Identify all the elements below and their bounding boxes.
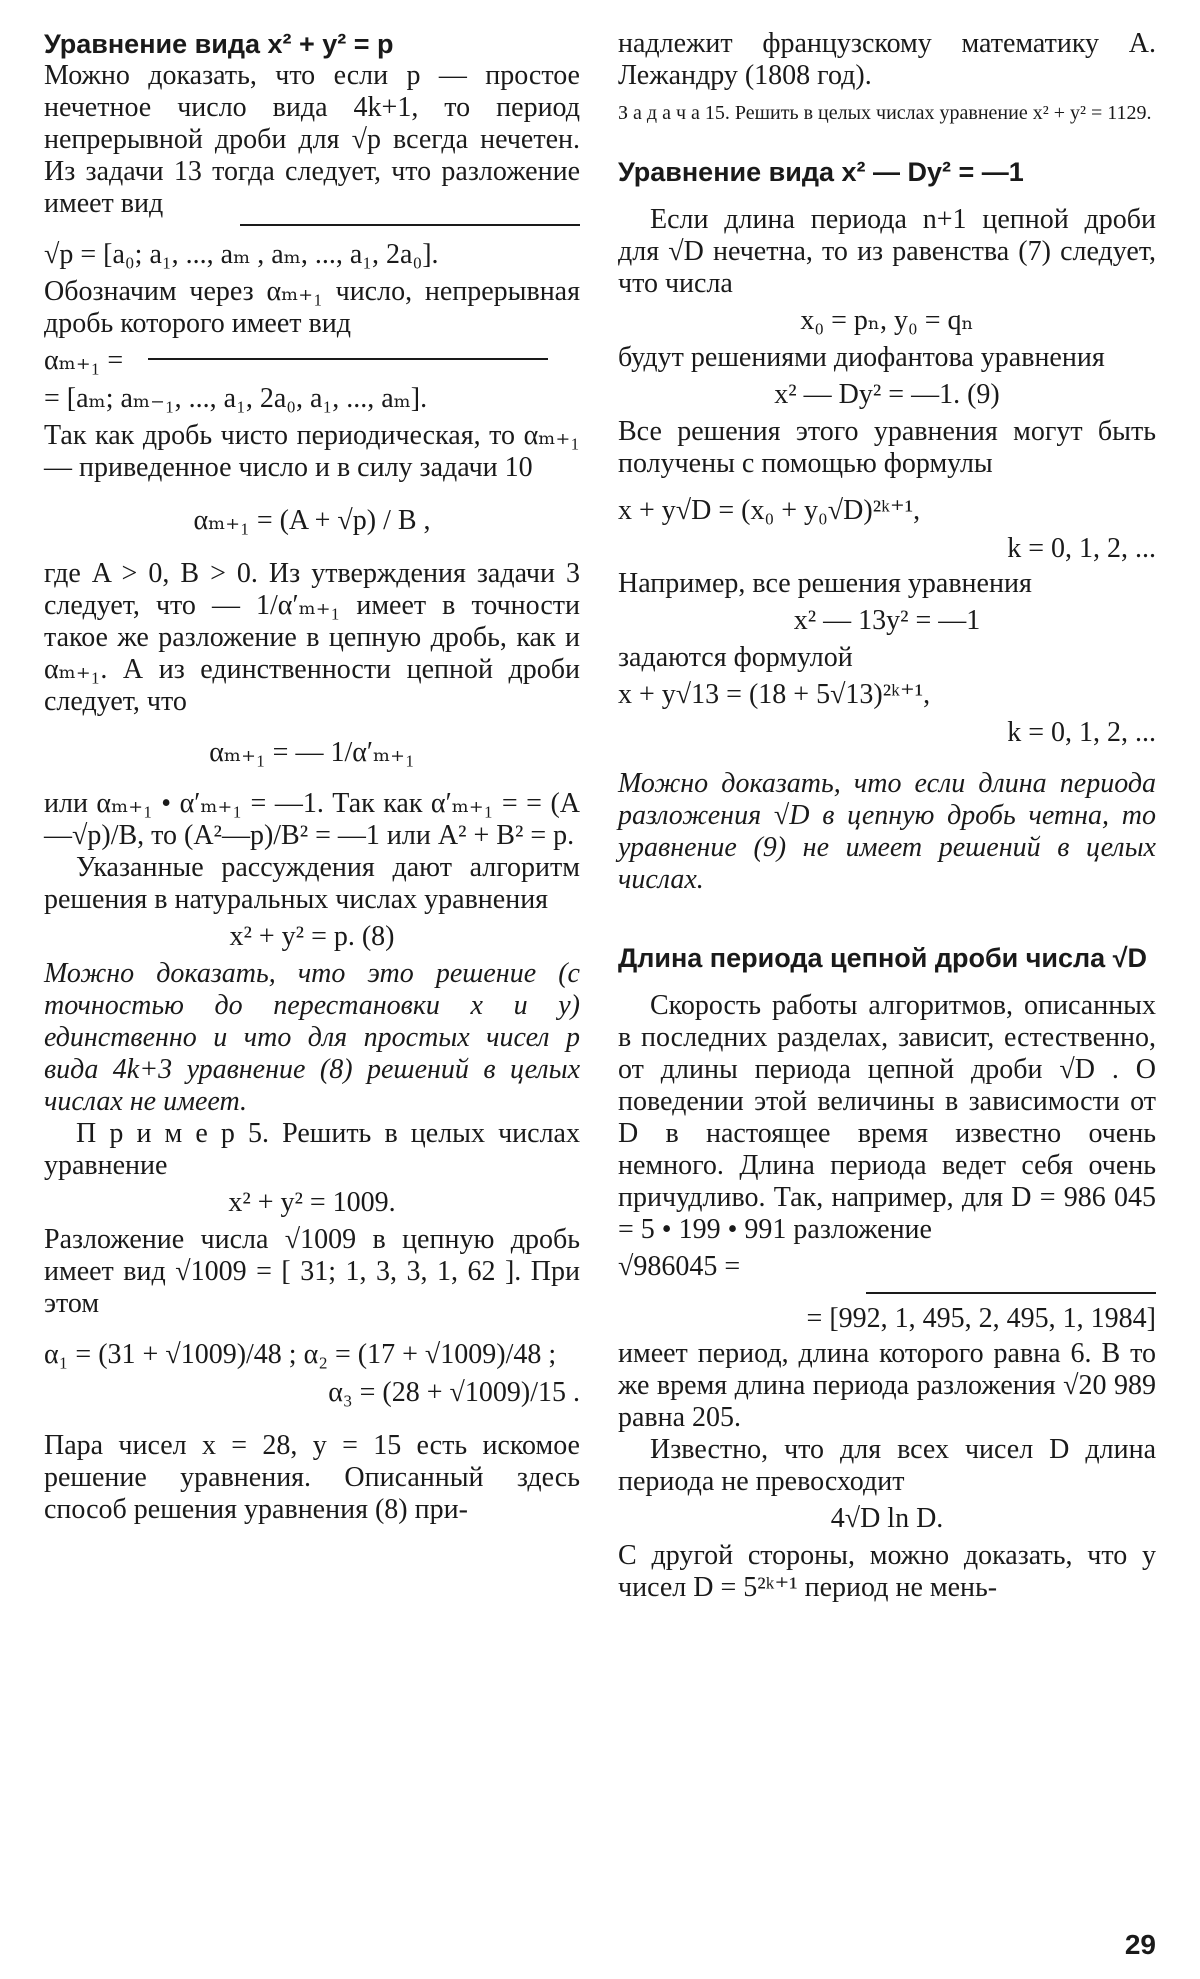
period-overline bbox=[148, 358, 548, 368]
paragraph: Можно доказать, что если длина периода разложения √D в цепную дробь четна, то уравнение (9) не имеет решений в целых числах. bbox=[618, 768, 1156, 895]
paragraph: Можно доказать, что если p — простое нечетное число вида 4k+1, то период непрерывной дроби для √p всегда нечетен. Из задачи 13 тогда следует, что разложение имеет вид bbox=[44, 60, 580, 219]
paragraph: Обозначим через αₘ₊₁ число, непрерывная дробь которого имеет вид bbox=[44, 276, 580, 339]
paragraph: Все решения этого уравнения могут быть получены с помощью формулы bbox=[618, 416, 1156, 479]
paragraph: надлежит французскому математику А. Лежандру (1808 год). bbox=[618, 28, 1156, 91]
section-heading-period-length: Длина периода цепной дроби числа √D bbox=[618, 943, 1148, 973]
equation: αₘ₊₁ = — 1/α′ₘ₊₁ bbox=[209, 737, 415, 768]
task-statement: З а д а ч а 15. Решить в целых числах уравнение x² + y² = 1129. bbox=[618, 102, 1152, 124]
equation: x + y√D = (x₀ + y₀√D)²ᵏ⁺¹, bbox=[618, 495, 921, 526]
equation: x² + y² = 1009. bbox=[228, 1187, 396, 1218]
section-heading-x2-y2-p: Уравнение вида x² + y² = p bbox=[44, 29, 394, 59]
period-overline bbox=[44, 220, 580, 234]
equation: = [aₘ; aₘ₋₁, ..., a₁, 2a₀, a₁, ..., aₘ]. bbox=[44, 383, 428, 414]
paragraph: будут решениями диофантова уравнения bbox=[618, 342, 1105, 373]
example-paragraph: П р и м е р 5. Решить в целых числах уравнение bbox=[44, 1118, 580, 1181]
equation: x² — 13y² = —1 bbox=[793, 605, 981, 636]
paragraph: или αₘ₊₁ • α′ₘ₊₁ = —1. Так как α′ₘ₊₁ = = (A—√p)/B, то (A²—p)/B² = —1 или A² + B² = p. bbox=[44, 788, 580, 851]
equation: x² + y² = p. (8) bbox=[229, 921, 395, 952]
equation: k = 0, 1, 2, ... bbox=[1007, 533, 1156, 564]
paragraph: Указанные рассуждения дают алгоритм решения в натуральных числах уравнения bbox=[44, 852, 580, 915]
paragraph: где A > 0, B > 0. Из утверждения задачи 3 следует, что — 1/α′ₘ₊₁ имеет в точности такое же разложение в цепную дробь, как и αₘ₊₁. А из единственности цепной дроби следует, что bbox=[44, 558, 580, 717]
paragraph: Например, все решения уравнения bbox=[618, 568, 1032, 599]
right-column bbox=[618, 28, 1156, 1604]
equation: 4√D ln D. bbox=[830, 1503, 944, 1534]
paragraph: Так как дробь чисто периодическая, то αₘ₊₁ — приведенное число и в силу задачи 10 bbox=[44, 420, 580, 483]
paragraph: Пара чисел x = 28, y = 15 есть искомое решение уравнения. Описанный здесь способ решения уравнения (8) при- bbox=[44, 1430, 580, 1525]
equation: x² — Dy² = —1. (9) bbox=[774, 379, 1000, 410]
left-column bbox=[44, 28, 580, 1526]
equation: = [992, 1, 495, 2, 495, 1, 1984] bbox=[806, 1303, 1156, 1334]
paragraph: Если длина периода n+1 цепной дроби для √D нечетна, то из равенства (7) следует, что числа bbox=[618, 204, 1156, 299]
paragraph: Известно, что для всех чисел D длина периода не превосходит bbox=[618, 1434, 1156, 1497]
equation: x₀ = pₙ, y₀ = qₙ bbox=[800, 305, 974, 336]
paragraph: Разложение числа √1009 в цепную дробь имеет вид √1009 = [ 31; 1, 3, 3, 1, 62 ]. При этом bbox=[44, 1224, 580, 1319]
equation: α₁ = (31 + √1009)/48 ; α₂ = (17 + √1009)/48 ; bbox=[44, 1339, 557, 1370]
paragraph: Скорость работы алгоритмов, описанных в последних разделах, зависит, естественно, от длины периода цепной дроби √D . О поведении этой величины в зависимости от D в настоящее время известно очень немного. Длина периода ведет себя очень причудливо. Так, например, для D = 986 045 = 5 • 199 • 991 разложение bbox=[618, 990, 1156, 1245]
equation: αₘ₊₁ = (A + √p) / B , bbox=[193, 505, 431, 536]
paragraph: задаются формулой bbox=[618, 642, 853, 673]
equation: √p = [a₀; a₁, ..., aₘ , aₘ, ..., a₁, 2a₀]. bbox=[44, 239, 439, 270]
equation: k = 0, 1, 2, ... bbox=[1007, 717, 1156, 748]
equation: α₃ = (28 + √1009)/15 . bbox=[328, 1377, 580, 1408]
period-overline bbox=[618, 1288, 1156, 1300]
paragraph: имеет период, длина которого равна 6. В то же время длина периода разложения √20 989 равна 205. bbox=[618, 1338, 1156, 1433]
equation: αₘ₊₁ = bbox=[44, 344, 580, 378]
section-heading-x2-dy2: Уравнение вида x² — Dy² = —1 bbox=[618, 157, 1024, 187]
equation: √986045 = bbox=[618, 1251, 741, 1282]
equation: x + y√13 = (18 + 5√13)²ᵏ⁺¹, bbox=[618, 679, 931, 710]
paragraph: С другой стороны, можно доказать, что у чисел D = 5²ᵏ⁺¹ период не мень- bbox=[618, 1540, 1156, 1603]
paragraph: Можно доказать, что это решение (с точностью до перестановки x и y) единственно и что для простых чисел p вида 4k+3 уравнение (8) решений в целых числах не имеет. bbox=[44, 958, 580, 1117]
page-number: 29 bbox=[1124, 1929, 1156, 1960]
